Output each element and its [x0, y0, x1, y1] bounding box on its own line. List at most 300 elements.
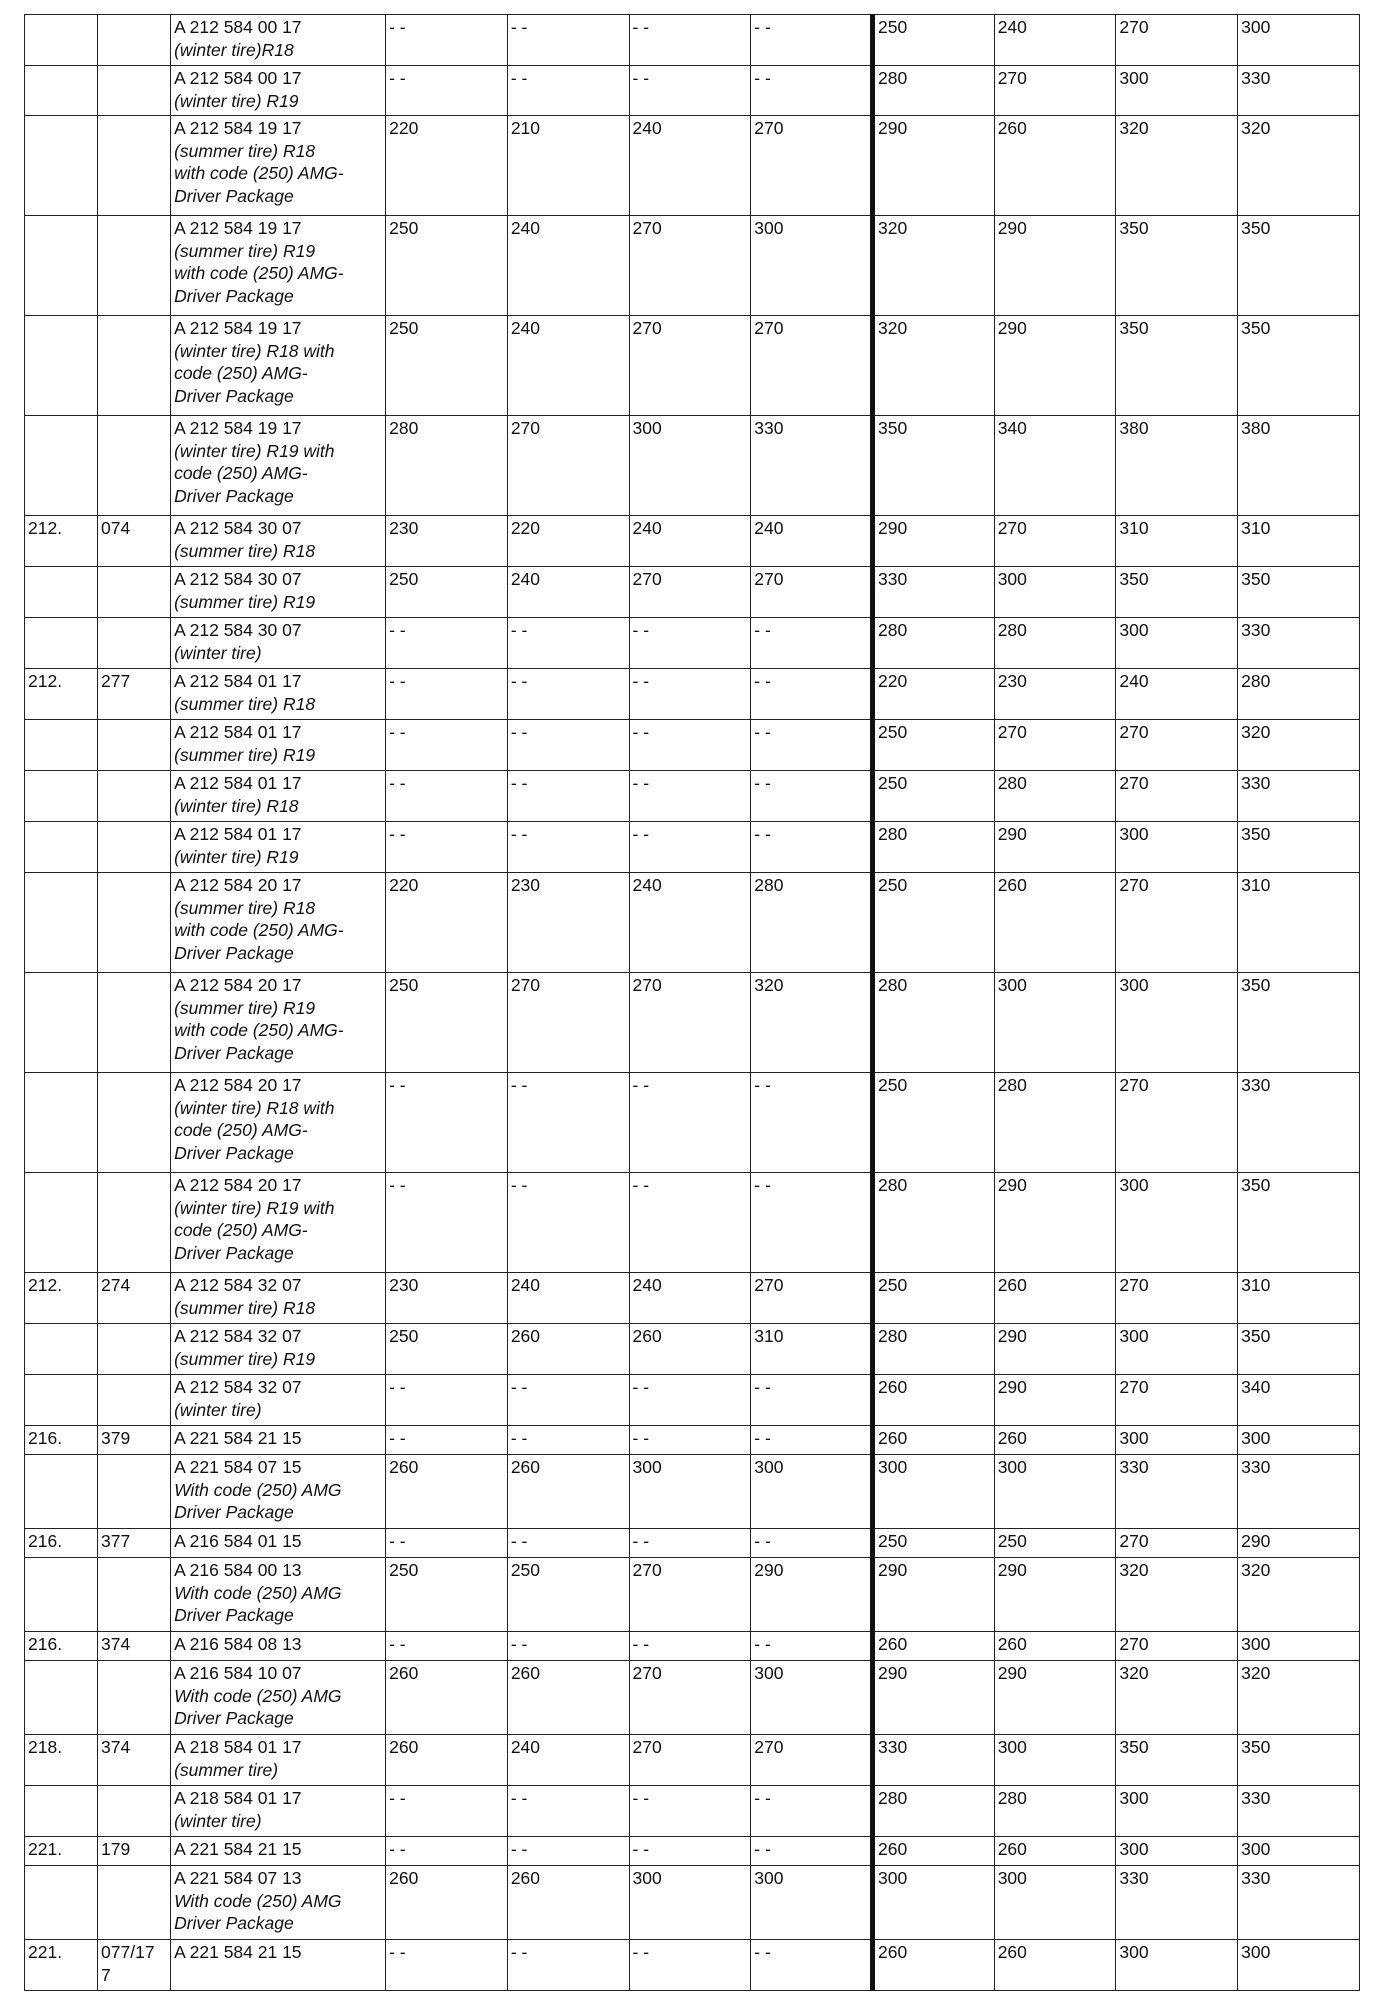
pressure-value-cell: - -	[386, 1632, 508, 1661]
pressure-value-cell: 280	[872, 66, 994, 116]
table-row	[25, 1173, 1360, 1273]
pressure-value-cell: - -	[629, 1940, 751, 1991]
part-number-cell	[171, 216, 386, 316]
pressure-value-cell: 300	[629, 1455, 751, 1529]
model-series-cell	[25, 66, 98, 116]
pressure-value-cell: - -	[629, 1073, 751, 1173]
table-row	[25, 516, 1360, 567]
pressure-value-cell: - -	[751, 1073, 873, 1173]
pressure-value-cell: 230	[507, 873, 629, 973]
part-number-cell	[171, 669, 386, 720]
part-number-cell	[171, 1273, 386, 1324]
pressure-value-cell: - -	[507, 1426, 629, 1455]
pressure-value-cell: 320	[1116, 116, 1238, 216]
pressure-value-cell: 260	[994, 1426, 1116, 1455]
pressure-value-cell: 250	[386, 1558, 508, 1632]
table-row	[25, 822, 1360, 873]
table-row	[25, 669, 1360, 720]
part-description: (winter tire) R18 with code (250) AMG- Driver Package	[174, 340, 335, 406]
part-number: A 221 584 07 15	[174, 1457, 302, 1477]
pressure-value-cell: 250	[872, 771, 994, 822]
pressure-value-cell: - -	[629, 1529, 751, 1558]
pressure-value-cell: - -	[751, 15, 873, 66]
pressure-value-cell: 240	[507, 216, 629, 316]
model-code-cell: 374	[98, 1735, 171, 1786]
pressure-value-cell: 250	[386, 973, 508, 1073]
part-number-cell	[171, 15, 386, 66]
part-number-cell	[171, 416, 386, 516]
pressure-value-cell: - -	[386, 1426, 508, 1455]
pressure-value-cell: 350	[1116, 216, 1238, 316]
model-code-cell	[98, 822, 171, 873]
table-row	[25, 1324, 1360, 1375]
pressure-value-cell: 300	[1238, 1632, 1360, 1661]
pressure-value-cell: 270	[629, 316, 751, 416]
pressure-value-cell: 330	[1238, 66, 1360, 116]
model-series-cell	[25, 1073, 98, 1173]
model-series-cell	[25, 1558, 98, 1632]
model-code-cell	[98, 720, 171, 771]
pressure-value-cell: 320	[1238, 1661, 1360, 1735]
pressure-value-cell: 300	[1116, 1426, 1238, 1455]
pressure-value-cell: 270	[629, 216, 751, 316]
pressure-value-cell: 290	[872, 1558, 994, 1632]
model-code-cell: 179	[98, 1837, 171, 1866]
model-code-cell	[98, 1375, 171, 1426]
pressure-value-cell: 250	[872, 1073, 994, 1173]
pressure-value-cell: 300	[872, 1866, 994, 1940]
pressure-value-cell: 290	[994, 216, 1116, 316]
table-row	[25, 1632, 1360, 1661]
table-row	[25, 618, 1360, 669]
model-code-cell	[98, 15, 171, 66]
pressure-value-cell: 230	[994, 669, 1116, 720]
model-series-cell	[25, 1661, 98, 1735]
part-number-cell	[171, 1786, 386, 1837]
pressure-value-cell: 310	[1238, 1273, 1360, 1324]
pressure-value-cell: 290	[994, 1324, 1116, 1375]
table-row	[25, 1866, 1360, 1940]
model-series-cell: 212.	[25, 1273, 98, 1324]
pressure-value-cell: 320	[1238, 116, 1360, 216]
pressure-value-cell: 300	[1238, 15, 1360, 66]
pressure-value-cell: 280	[1238, 669, 1360, 720]
part-description: (winter tire) R19	[174, 846, 299, 867]
model-series-cell: 216.	[25, 1529, 98, 1558]
table-row	[25, 1073, 1360, 1173]
table-row	[25, 873, 1360, 973]
model-series-cell	[25, 15, 98, 66]
pressure-value-cell: 300	[751, 1866, 873, 1940]
part-number-cell	[171, 1455, 386, 1529]
pressure-value-cell: 270	[994, 720, 1116, 771]
pressure-value-cell: - -	[751, 1529, 873, 1558]
table-row	[25, 116, 1360, 216]
pressure-value-cell: 300	[1116, 1324, 1238, 1375]
pressure-value-cell: - -	[751, 1786, 873, 1837]
pressure-value-cell: 260	[872, 1375, 994, 1426]
pressure-value-cell: - -	[629, 822, 751, 873]
model-series-cell: 218.	[25, 1735, 98, 1786]
part-number: A 212 584 32 07	[174, 1326, 302, 1346]
pressure-value-cell: - -	[629, 66, 751, 116]
part-description: (summer tire) R19	[174, 591, 316, 612]
model-code-cell	[98, 1073, 171, 1173]
pressure-value-cell: 270	[1116, 15, 1238, 66]
model-code-cell: 277	[98, 669, 171, 720]
pressure-value-cell: - -	[386, 1837, 508, 1866]
pressure-value-cell: 250	[386, 216, 508, 316]
pressure-value-cell: 240	[994, 15, 1116, 66]
pressure-value-cell: 350	[1238, 1324, 1360, 1375]
part-number: A 212 584 30 07	[174, 518, 302, 538]
part-number: A 212 584 19 17	[174, 418, 302, 438]
pressure-value-cell: 320	[872, 216, 994, 316]
pressure-value-cell: 260	[507, 1661, 629, 1735]
pressure-value-cell: 290	[872, 1661, 994, 1735]
model-series-cell: 216.	[25, 1426, 98, 1455]
model-code-cell	[98, 873, 171, 973]
part-description: (summer tire) R18	[174, 1297, 316, 1318]
part-description: (summer tire) R19 with code (250) AMG- Driver Package	[174, 997, 344, 1063]
part-description: With code (250) AMG Driver Package	[174, 1890, 342, 1933]
pressure-value-cell: 250	[507, 1558, 629, 1632]
pressure-value-cell: 330	[1238, 1073, 1360, 1173]
pressure-value-cell: 270	[1116, 1273, 1238, 1324]
pressure-value-cell: - -	[507, 1073, 629, 1173]
pressure-value-cell: - -	[751, 1940, 873, 1991]
pressure-value-cell: 350	[1238, 316, 1360, 416]
model-code-cell	[98, 1866, 171, 1940]
part-number-cell	[171, 1940, 386, 1991]
pressure-value-cell: 260	[994, 1940, 1116, 1991]
part-number: A 212 584 01 17	[174, 773, 302, 793]
pressure-value-cell: 330	[1238, 1455, 1360, 1529]
pressure-value-cell: 290	[751, 1558, 873, 1632]
pressure-value-cell: 350	[872, 416, 994, 516]
pressure-value-cell: - -	[507, 1837, 629, 1866]
pressure-value-cell: 270	[1116, 1073, 1238, 1173]
model-code-cell	[98, 973, 171, 1073]
part-description: (summer tire) R19	[174, 744, 316, 765]
pressure-value-cell: - -	[629, 15, 751, 66]
table-row	[25, 1786, 1360, 1837]
pressure-value-cell: 260	[994, 1273, 1116, 1324]
pressure-value-cell: - -	[507, 1529, 629, 1558]
model-series-cell	[25, 567, 98, 618]
part-number: A 212 584 30 07	[174, 620, 302, 640]
table-row	[25, 216, 1360, 316]
pressure-value-cell: - -	[751, 720, 873, 771]
part-number-cell	[171, 973, 386, 1073]
part-number: A 221 584 21 15	[174, 1839, 302, 1859]
pressure-value-cell: 330	[872, 1735, 994, 1786]
model-code-cell	[98, 316, 171, 416]
part-number: A 216 584 10 07	[174, 1663, 302, 1683]
model-code-cell: 377	[98, 1529, 171, 1558]
part-number: A 218 584 01 17	[174, 1788, 302, 1808]
pressure-value-cell: 350	[1238, 567, 1360, 618]
part-number: A 212 584 19 17	[174, 318, 302, 338]
pressure-value-cell: - -	[507, 66, 629, 116]
part-number: A 216 584 08 13	[174, 1634, 302, 1654]
pressure-value-cell: 260	[872, 1426, 994, 1455]
table-row	[25, 1558, 1360, 1632]
pressure-value-cell: 280	[994, 1786, 1116, 1837]
part-description: (winter tire)	[174, 1399, 262, 1420]
pressure-value-cell: 310	[1238, 516, 1360, 567]
pressure-value-cell: 270	[751, 1735, 873, 1786]
pressure-value-cell: - -	[629, 720, 751, 771]
pressure-value-cell: 270	[507, 416, 629, 516]
part-description: (summer tire) R19 with code (250) AMG- Driver Package	[174, 240, 344, 306]
pressure-value-cell: 260	[386, 1455, 508, 1529]
pressure-value-cell: 330	[1238, 1786, 1360, 1837]
part-number-cell	[171, 567, 386, 618]
model-series-cell	[25, 316, 98, 416]
model-code-cell	[98, 116, 171, 216]
pressure-value-cell: 240	[629, 873, 751, 973]
model-code-cell	[98, 1324, 171, 1375]
pressure-value-cell: 350	[1238, 1735, 1360, 1786]
pressure-value-cell: - -	[629, 1837, 751, 1866]
pressure-value-cell: 240	[507, 1273, 629, 1324]
table-row	[25, 416, 1360, 516]
model-series-cell	[25, 873, 98, 973]
pressure-value-cell: 300	[1116, 822, 1238, 873]
pressure-value-cell: 280	[872, 1786, 994, 1837]
pressure-value-cell: 260	[629, 1324, 751, 1375]
pressure-value-cell: 260	[872, 1837, 994, 1866]
pressure-value-cell: - -	[751, 1426, 873, 1455]
pressure-value-cell: 240	[507, 567, 629, 618]
model-series-cell	[25, 822, 98, 873]
pressure-value-cell: 300	[629, 416, 751, 516]
part-number-cell	[171, 822, 386, 873]
part-number-cell	[171, 1866, 386, 1940]
part-number: A 212 584 19 17	[174, 218, 302, 238]
part-number-cell	[171, 1558, 386, 1632]
pressure-value-cell: - -	[386, 1073, 508, 1173]
part-number-cell	[171, 1632, 386, 1661]
pressure-value-cell: - -	[507, 618, 629, 669]
model-series-cell	[25, 216, 98, 316]
pressure-value-cell: - -	[507, 822, 629, 873]
model-series-cell	[25, 1324, 98, 1375]
part-number: A 212 584 20 17	[174, 875, 302, 895]
model-series-cell	[25, 1866, 98, 1940]
part-number-cell	[171, 1073, 386, 1173]
pressure-value-cell: 220	[386, 116, 508, 216]
model-series-cell	[25, 116, 98, 216]
pressure-value-cell: 350	[1116, 567, 1238, 618]
pressure-value-cell: 240	[629, 516, 751, 567]
pressure-value-cell: 300	[994, 1455, 1116, 1529]
part-number: A 212 584 01 17	[174, 671, 302, 691]
pressure-value-cell: 300	[994, 973, 1116, 1073]
model-code-cell	[98, 416, 171, 516]
part-description: (summer tire) R18	[174, 540, 316, 561]
model-series-cell	[25, 1375, 98, 1426]
pressure-value-cell: 270	[629, 1558, 751, 1632]
pressure-value-cell: 260	[386, 1735, 508, 1786]
pressure-value-cell: - -	[386, 15, 508, 66]
pressure-value-cell: 250	[386, 1324, 508, 1375]
part-number: A 221 584 07 13	[174, 1868, 302, 1888]
model-code-cell: 379	[98, 1426, 171, 1455]
pressure-value-cell: - -	[386, 720, 508, 771]
pressure-value-cell: - -	[629, 1426, 751, 1455]
pressure-value-cell: 290	[1238, 1529, 1360, 1558]
pressure-value-cell: 320	[872, 316, 994, 416]
pressure-value-cell: 320	[1238, 1558, 1360, 1632]
pressure-value-cell: 250	[994, 1529, 1116, 1558]
pressure-value-cell: 280	[386, 416, 508, 516]
pressure-value-cell: 240	[1116, 669, 1238, 720]
model-series-cell	[25, 973, 98, 1073]
pressure-value-cell: - -	[386, 1529, 508, 1558]
pressure-value-cell: - -	[507, 1940, 629, 1991]
table-row	[25, 1940, 1360, 1991]
pressure-value-cell: 260	[386, 1866, 508, 1940]
pressure-value-cell: - -	[507, 1632, 629, 1661]
pressure-value-cell: 290	[994, 822, 1116, 873]
pressure-value-cell: - -	[386, 669, 508, 720]
pressure-value-cell: 310	[751, 1324, 873, 1375]
pressure-value-cell: 300	[751, 1661, 873, 1735]
pressure-value-cell: 330	[1238, 618, 1360, 669]
pressure-value-cell: - -	[751, 1632, 873, 1661]
table-row	[25, 1455, 1360, 1529]
pressure-value-cell: 300	[994, 1735, 1116, 1786]
model-series-cell	[25, 1173, 98, 1273]
pressure-value-cell: 210	[507, 116, 629, 216]
part-number-cell	[171, 1837, 386, 1866]
pressure-value-cell: 220	[386, 873, 508, 973]
part-number: A 216 584 00 13	[174, 1560, 302, 1580]
part-description: (summer tire)	[174, 1759, 279, 1780]
part-description: With code (250) AMG Driver Package	[174, 1582, 342, 1625]
pressure-value-cell: - -	[629, 1173, 751, 1273]
part-description: (winter tire) R19	[174, 90, 299, 111]
pressure-value-cell: 320	[751, 973, 873, 1073]
pressure-value-cell: 250	[386, 316, 508, 416]
pressure-value-cell: 280	[872, 973, 994, 1073]
pressure-value-cell: 250	[872, 873, 994, 973]
model-code-cell	[98, 1173, 171, 1273]
pressure-value-cell: 350	[1238, 1173, 1360, 1273]
pressure-value-cell: 270	[994, 66, 1116, 116]
model-series-cell: 212.	[25, 516, 98, 567]
part-number-cell	[171, 316, 386, 416]
table-row	[25, 771, 1360, 822]
pressure-value-cell: - -	[629, 1375, 751, 1426]
pressure-value-cell: 250	[872, 1529, 994, 1558]
pressure-value-cell: - -	[386, 822, 508, 873]
pressure-value-cell: 290	[872, 116, 994, 216]
pressure-value-cell: 350	[1116, 1735, 1238, 1786]
table-row	[25, 66, 1360, 116]
pressure-value-cell: - -	[507, 771, 629, 822]
part-number-cell	[171, 771, 386, 822]
part-description: (winter tire) R18 with code (250) AMG- Driver Package	[174, 1097, 335, 1163]
model-code-cell	[98, 618, 171, 669]
part-number-cell	[171, 66, 386, 116]
pressure-value-cell: 310	[1238, 873, 1360, 973]
part-number-cell	[171, 618, 386, 669]
table-row	[25, 1529, 1360, 1558]
pressure-value-cell: - -	[629, 669, 751, 720]
pressure-value-cell: 340	[994, 416, 1116, 516]
part-number: A 212 584 01 17	[174, 824, 302, 844]
pressure-value-cell: 300	[994, 1866, 1116, 1940]
pressure-value-cell: - -	[386, 618, 508, 669]
pressure-value-cell: 380	[1238, 416, 1360, 516]
part-number: A 212 584 32 07	[174, 1275, 302, 1295]
pressure-value-cell: 280	[994, 771, 1116, 822]
pressure-value-cell: 300	[1116, 66, 1238, 116]
part-number-cell	[171, 1529, 386, 1558]
pressure-value-cell: 300	[1116, 1786, 1238, 1837]
pressure-value-cell: 270	[629, 567, 751, 618]
pressure-value-cell: 280	[751, 873, 873, 973]
table-row	[25, 316, 1360, 416]
model-code-cell	[98, 1558, 171, 1632]
model-code-cell	[98, 1661, 171, 1735]
pressure-value-cell: 330	[751, 416, 873, 516]
model-code-cell	[98, 216, 171, 316]
model-code-cell	[98, 567, 171, 618]
pressure-value-cell: - -	[386, 771, 508, 822]
pressure-value-cell: 240	[507, 316, 629, 416]
tire-pressure-table	[24, 14, 1360, 1991]
pressure-value-cell: - -	[751, 1837, 873, 1866]
pressure-value-cell: 350	[1238, 216, 1360, 316]
pressure-value-cell: 270	[1116, 720, 1238, 771]
pressure-value-cell: - -	[507, 720, 629, 771]
part-number: A 212 584 19 17	[174, 118, 302, 138]
table-row	[25, 1273, 1360, 1324]
pressure-value-cell: 330	[1238, 771, 1360, 822]
pressure-value-cell: 260	[507, 1455, 629, 1529]
pressure-value-cell: 250	[872, 15, 994, 66]
pressure-value-cell: 260	[994, 116, 1116, 216]
pressure-value-cell: - -	[629, 1632, 751, 1661]
pressure-value-cell: 260	[507, 1324, 629, 1375]
pressure-value-cell: 340	[1238, 1375, 1360, 1426]
pressure-value-cell: 280	[994, 1073, 1116, 1173]
part-number-cell	[171, 1426, 386, 1455]
part-number-cell	[171, 720, 386, 771]
part-number: A 212 584 00 17	[174, 17, 302, 37]
pressure-value-cell: - -	[507, 1173, 629, 1273]
part-number: A 216 584 01 15	[174, 1531, 302, 1551]
pressure-value-cell: 250	[872, 720, 994, 771]
pressure-value-cell: 270	[629, 1735, 751, 1786]
table-row	[25, 1735, 1360, 1786]
part-number: A 212 584 00 17	[174, 68, 302, 88]
pressure-value-cell: 330	[1116, 1455, 1238, 1529]
pressure-value-cell: - -	[386, 1940, 508, 1991]
pressure-value-cell: 240	[629, 116, 751, 216]
model-series-cell	[25, 416, 98, 516]
pressure-value-cell: 260	[872, 1632, 994, 1661]
pressure-value-cell: 310	[1116, 516, 1238, 567]
part-number-cell	[171, 516, 386, 567]
pressure-value-cell: - -	[751, 618, 873, 669]
model-series-cell	[25, 618, 98, 669]
pressure-value-cell: 270	[751, 316, 873, 416]
